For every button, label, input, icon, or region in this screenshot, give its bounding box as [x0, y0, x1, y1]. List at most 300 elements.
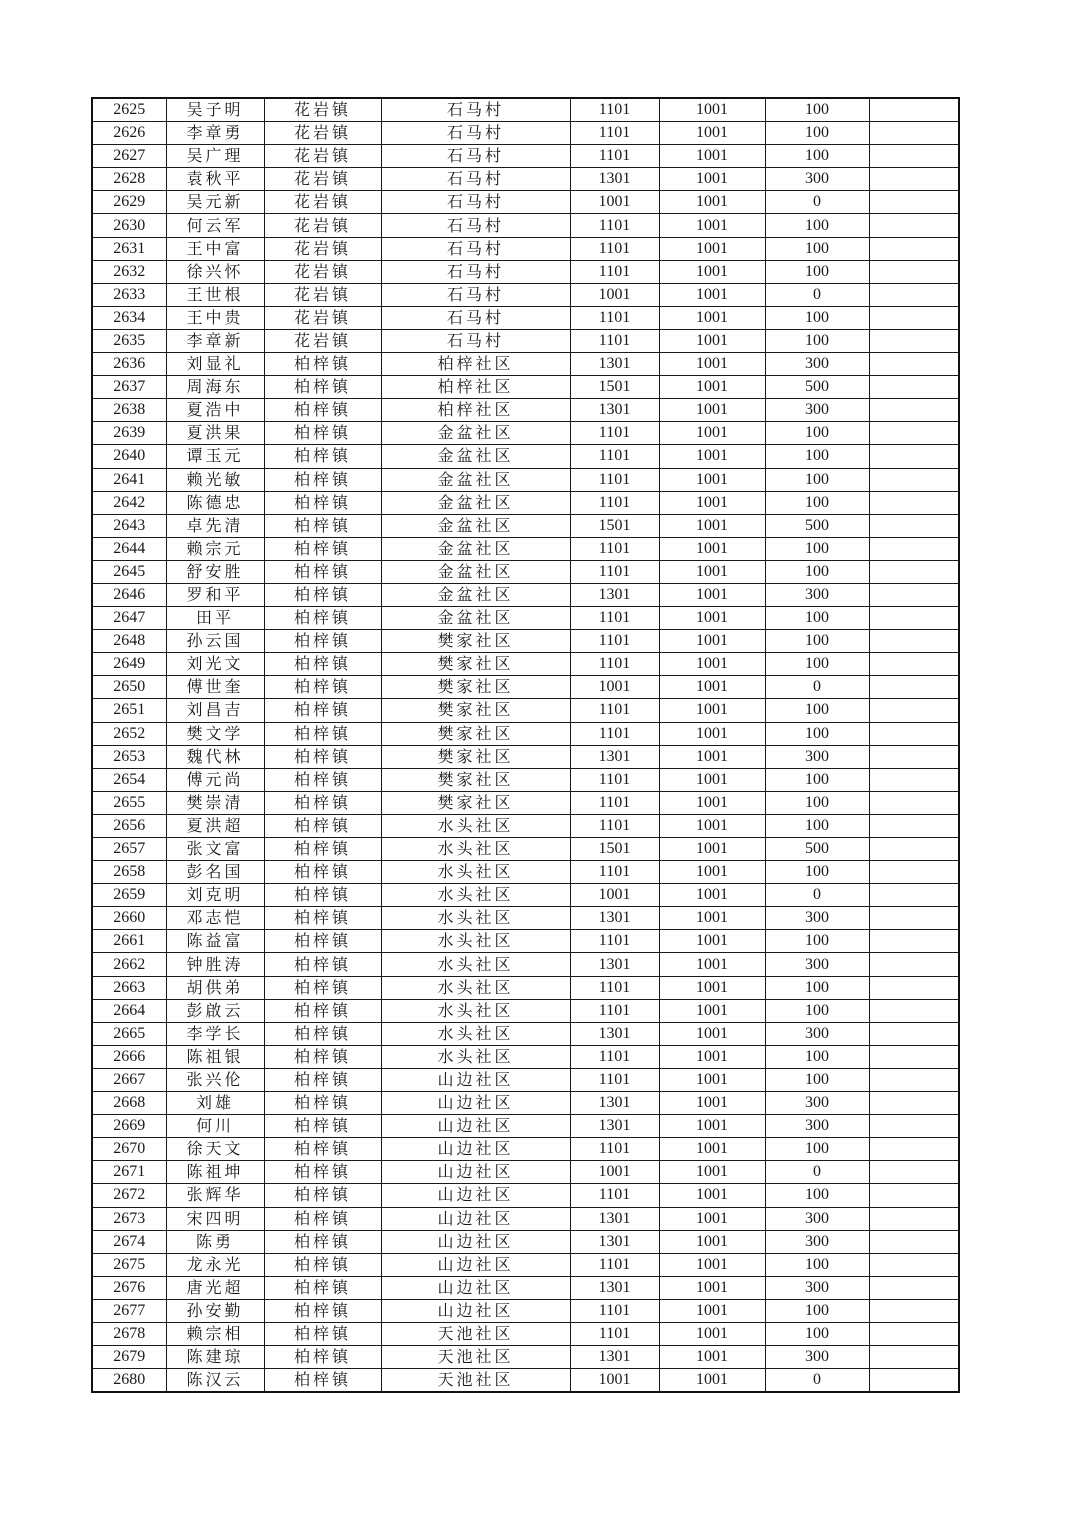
cell-amount: 0	[765, 1369, 869, 1393]
cell-serial-number: 2625	[92, 98, 166, 122]
cell-serial-number: 2652	[92, 722, 166, 745]
cell-amount: 100	[765, 491, 869, 514]
cell-note	[869, 1092, 959, 1115]
table-row	[92, 376, 959, 399]
cell-town: 柏梓镇	[264, 999, 381, 1022]
cell-code-a: 1001	[570, 884, 659, 907]
cell-note	[869, 583, 959, 606]
cell-code-a: 1101	[570, 468, 659, 491]
cell-code-b: 1001	[659, 514, 765, 537]
cell-amount: 500	[765, 838, 869, 861]
cell-person-name: 张兴伦	[166, 1068, 264, 1091]
cell-code-a: 1101	[570, 791, 659, 814]
cell-code-a: 1501	[570, 838, 659, 861]
cell-person-name: 孙安勤	[166, 1299, 264, 1322]
cell-code-a: 1101	[570, 1138, 659, 1161]
cell-serial-number: 2646	[92, 583, 166, 606]
table-row	[92, 1138, 959, 1161]
table-row	[92, 699, 959, 722]
cell-code-b: 1001	[659, 953, 765, 976]
cell-amount: 100	[765, 930, 869, 953]
cell-village: 山边社区	[381, 1138, 570, 1161]
cell-code-b: 1001	[659, 260, 765, 283]
cell-code-a: 1101	[570, 999, 659, 1022]
table-row	[92, 953, 959, 976]
cell-code-a: 1101	[570, 329, 659, 352]
cell-note	[869, 306, 959, 329]
cell-person-name: 钟胜涛	[166, 953, 264, 976]
cell-person-name: 樊文学	[166, 722, 264, 745]
cell-person-name: 舒安胜	[166, 560, 264, 583]
cell-code-b: 1001	[659, 814, 765, 837]
cell-note	[869, 560, 959, 583]
cell-code-a: 1101	[570, 491, 659, 514]
table-row	[92, 1022, 959, 1045]
cell-code-b: 1001	[659, 722, 765, 745]
cell-serial-number: 2636	[92, 353, 166, 376]
cell-code-b: 1001	[659, 1068, 765, 1091]
cell-person-name: 张文富	[166, 838, 264, 861]
cell-serial-number: 2679	[92, 1346, 166, 1369]
cell-note	[869, 1276, 959, 1299]
cell-serial-number: 2663	[92, 976, 166, 999]
cell-serial-number: 2664	[92, 999, 166, 1022]
cell-serial-number: 2650	[92, 676, 166, 699]
cell-amount: 100	[765, 237, 869, 260]
table-row	[92, 1045, 959, 1068]
cell-serial-number: 2631	[92, 237, 166, 260]
cell-serial-number: 2640	[92, 445, 166, 468]
cell-serial-number: 2642	[92, 491, 166, 514]
cell-town: 柏梓镇	[264, 838, 381, 861]
cell-village: 樊家社区	[381, 791, 570, 814]
cell-town: 柏梓镇	[264, 884, 381, 907]
cell-serial-number: 2644	[92, 537, 166, 560]
cell-code-b: 1001	[659, 537, 765, 560]
table-row	[92, 422, 959, 445]
cell-amount: 300	[765, 745, 869, 768]
cell-serial-number: 2675	[92, 1253, 166, 1276]
cell-code-b: 1001	[659, 1022, 765, 1045]
cell-village: 石马村	[381, 214, 570, 237]
cell-person-name: 邓志恺	[166, 907, 264, 930]
cell-note	[869, 1161, 959, 1184]
cell-code-a: 1301	[570, 1230, 659, 1253]
cell-note	[869, 1369, 959, 1393]
cell-code-b: 1001	[659, 1045, 765, 1068]
cell-code-a: 1101	[570, 445, 659, 468]
cell-village: 金盆社区	[381, 422, 570, 445]
table-row	[92, 583, 959, 606]
cell-amount: 100	[765, 1322, 869, 1345]
cell-person-name: 徐兴怀	[166, 260, 264, 283]
cell-note	[869, 930, 959, 953]
cell-town: 柏梓镇	[264, 814, 381, 837]
cell-note	[869, 676, 959, 699]
cell-amount: 300	[765, 907, 869, 930]
cell-village: 水头社区	[381, 930, 570, 953]
cell-village: 水头社区	[381, 999, 570, 1022]
cell-serial-number: 2632	[92, 260, 166, 283]
table-row	[92, 237, 959, 260]
cell-person-name: 赖宗元	[166, 537, 264, 560]
cell-village: 水头社区	[381, 976, 570, 999]
cell-village: 樊家社区	[381, 745, 570, 768]
cell-town: 柏梓镇	[264, 422, 381, 445]
cell-town: 柏梓镇	[264, 1138, 381, 1161]
cell-amount: 300	[765, 583, 869, 606]
cell-amount: 100	[765, 468, 869, 491]
cell-person-name: 刘光文	[166, 653, 264, 676]
cell-note	[869, 653, 959, 676]
cell-code-b: 1001	[659, 491, 765, 514]
cell-village: 金盆社区	[381, 560, 570, 583]
table-row	[92, 1230, 959, 1253]
cell-code-b: 1001	[659, 1207, 765, 1230]
cell-note	[869, 191, 959, 214]
cell-serial-number: 2653	[92, 745, 166, 768]
cell-town: 柏梓镇	[264, 1184, 381, 1207]
cell-note	[869, 907, 959, 930]
table-row	[92, 353, 959, 376]
cell-code-b: 1001	[659, 791, 765, 814]
cell-serial-number: 2672	[92, 1184, 166, 1207]
cell-village: 樊家社区	[381, 699, 570, 722]
cell-town: 柏梓镇	[264, 1115, 381, 1138]
cell-amount: 100	[765, 214, 869, 237]
cell-code-a: 1501	[570, 376, 659, 399]
cell-code-a: 1101	[570, 653, 659, 676]
cell-code-a: 1101	[570, 607, 659, 630]
cell-code-a: 1101	[570, 861, 659, 884]
cell-code-a: 1301	[570, 168, 659, 191]
cell-village: 金盆社区	[381, 583, 570, 606]
cell-code-b: 1001	[659, 861, 765, 884]
cell-code-a: 1301	[570, 953, 659, 976]
cell-town: 柏梓镇	[264, 1161, 381, 1184]
cell-note	[869, 122, 959, 145]
cell-serial-number: 2635	[92, 329, 166, 352]
cell-code-b: 1001	[659, 122, 765, 145]
cell-code-a: 1101	[570, 976, 659, 999]
cell-code-a: 1101	[570, 814, 659, 837]
cell-town: 柏梓镇	[264, 468, 381, 491]
cell-town: 柏梓镇	[264, 930, 381, 953]
cell-town: 花岩镇	[264, 122, 381, 145]
cell-person-name: 李学长	[166, 1022, 264, 1045]
cell-town: 柏梓镇	[264, 953, 381, 976]
cell-person-name: 吴子明	[166, 98, 264, 122]
cell-town: 柏梓镇	[264, 791, 381, 814]
table-row	[92, 260, 959, 283]
cell-code-a: 1001	[570, 283, 659, 306]
cell-amount: 100	[765, 791, 869, 814]
cell-code-b: 1001	[659, 422, 765, 445]
cell-serial-number: 2660	[92, 907, 166, 930]
cell-serial-number: 2670	[92, 1138, 166, 1161]
cell-town: 柏梓镇	[264, 1207, 381, 1230]
cell-note	[869, 976, 959, 999]
cell-person-name: 李章勇	[166, 122, 264, 145]
cell-person-name: 吴元新	[166, 191, 264, 214]
cell-person-name: 宋四明	[166, 1207, 264, 1230]
cell-village: 石马村	[381, 191, 570, 214]
table-row	[92, 838, 959, 861]
cell-code-b: 1001	[659, 907, 765, 930]
cell-amount: 300	[765, 1230, 869, 1253]
cell-code-b: 1001	[659, 930, 765, 953]
cell-note	[869, 1322, 959, 1345]
cell-town: 花岩镇	[264, 98, 381, 122]
cell-serial-number: 2649	[92, 653, 166, 676]
cell-code-b: 1001	[659, 676, 765, 699]
cell-amount: 100	[765, 1299, 869, 1322]
cell-serial-number: 2626	[92, 122, 166, 145]
cell-code-a: 1301	[570, 907, 659, 930]
cell-serial-number: 2637	[92, 376, 166, 399]
cell-code-b: 1001	[659, 1299, 765, 1322]
cell-village: 山边社区	[381, 1253, 570, 1276]
cell-person-name: 夏浩中	[166, 399, 264, 422]
cell-town: 柏梓镇	[264, 353, 381, 376]
cell-amount: 100	[765, 1184, 869, 1207]
cell-village: 金盆社区	[381, 514, 570, 537]
cell-code-a: 1101	[570, 306, 659, 329]
cell-person-name: 彭啟云	[166, 999, 264, 1022]
cell-village: 山边社区	[381, 1230, 570, 1253]
cell-code-a: 1001	[570, 676, 659, 699]
cell-amount: 100	[765, 329, 869, 352]
cell-village: 柏梓社区	[381, 399, 570, 422]
cell-code-a: 1101	[570, 422, 659, 445]
cell-code-b: 1001	[659, 699, 765, 722]
cell-code-a: 1001	[570, 1161, 659, 1184]
cell-person-name: 何川	[166, 1115, 264, 1138]
cell-town: 花岩镇	[264, 260, 381, 283]
cell-person-name: 陈益富	[166, 930, 264, 953]
cell-note	[869, 999, 959, 1022]
cell-amount: 100	[765, 1045, 869, 1068]
cell-code-b: 1001	[659, 1253, 765, 1276]
cell-person-name: 刘显礼	[166, 353, 264, 376]
cell-amount: 100	[765, 699, 869, 722]
cell-code-a: 1001	[570, 1369, 659, 1393]
cell-note	[869, 861, 959, 884]
cell-amount: 100	[765, 722, 869, 745]
cell-code-b: 1001	[659, 168, 765, 191]
cell-person-name: 夏洪超	[166, 814, 264, 837]
cell-serial-number: 2659	[92, 884, 166, 907]
cell-note	[869, 1207, 959, 1230]
cell-town: 柏梓镇	[264, 1068, 381, 1091]
cell-code-b: 1001	[659, 1115, 765, 1138]
cell-town: 柏梓镇	[264, 1322, 381, 1345]
table-row	[92, 745, 959, 768]
cell-code-a: 1101	[570, 630, 659, 653]
cell-note	[869, 422, 959, 445]
table-row	[92, 1161, 959, 1184]
cell-amount: 0	[765, 191, 869, 214]
cell-person-name: 赖宗相	[166, 1322, 264, 1345]
cell-town: 柏梓镇	[264, 445, 381, 468]
cell-amount: 300	[765, 1207, 869, 1230]
cell-town: 柏梓镇	[264, 1299, 381, 1322]
cell-code-a: 1101	[570, 1045, 659, 1068]
cell-note	[869, 1115, 959, 1138]
cell-serial-number: 2656	[92, 814, 166, 837]
cell-amount: 300	[765, 353, 869, 376]
cell-note	[869, 168, 959, 191]
cell-town: 柏梓镇	[264, 376, 381, 399]
cell-person-name: 刘雄	[166, 1092, 264, 1115]
cell-note	[869, 1230, 959, 1253]
cell-serial-number: 2639	[92, 422, 166, 445]
cell-serial-number: 2662	[92, 953, 166, 976]
cell-note	[869, 884, 959, 907]
cell-amount: 100	[765, 560, 869, 583]
cell-town: 花岩镇	[264, 168, 381, 191]
cell-serial-number: 2665	[92, 1022, 166, 1045]
cell-serial-number: 2671	[92, 1161, 166, 1184]
cell-serial-number: 2654	[92, 768, 166, 791]
cell-person-name: 王中贵	[166, 306, 264, 329]
table-row	[92, 514, 959, 537]
cell-serial-number: 2658	[92, 861, 166, 884]
cell-town: 柏梓镇	[264, 1369, 381, 1393]
cell-amount: 100	[765, 145, 869, 168]
cell-code-a: 1301	[570, 1092, 659, 1115]
cell-code-b: 1001	[659, 329, 765, 352]
cell-note	[869, 1138, 959, 1161]
cell-code-a: 1301	[570, 1346, 659, 1369]
table-row	[92, 884, 959, 907]
cell-village: 柏梓社区	[381, 353, 570, 376]
cell-village: 天池社区	[381, 1369, 570, 1393]
cell-village: 石马村	[381, 306, 570, 329]
cell-note	[869, 768, 959, 791]
cell-code-a: 1101	[570, 214, 659, 237]
cell-code-b: 1001	[659, 468, 765, 491]
cell-serial-number: 2633	[92, 283, 166, 306]
cell-village: 山边社区	[381, 1161, 570, 1184]
cell-code-a: 1101	[570, 722, 659, 745]
cell-amount: 100	[765, 768, 869, 791]
cell-person-name: 陈勇	[166, 1230, 264, 1253]
cell-code-b: 1001	[659, 98, 765, 122]
cell-note	[869, 630, 959, 653]
table-row	[92, 1322, 959, 1345]
cell-serial-number: 2648	[92, 630, 166, 653]
cell-person-name: 张辉华	[166, 1184, 264, 1207]
cell-village: 石马村	[381, 237, 570, 260]
cell-village: 樊家社区	[381, 630, 570, 653]
cell-serial-number: 2645	[92, 560, 166, 583]
table-row	[92, 145, 959, 168]
table-row	[92, 653, 959, 676]
cell-serial-number: 2643	[92, 514, 166, 537]
cell-village: 金盆社区	[381, 445, 570, 468]
cell-note	[869, 1184, 959, 1207]
cell-village: 山边社区	[381, 1184, 570, 1207]
cell-serial-number: 2647	[92, 607, 166, 630]
cell-amount: 100	[765, 1068, 869, 1091]
cell-note	[869, 1022, 959, 1045]
cell-code-a: 1101	[570, 260, 659, 283]
cell-village: 石马村	[381, 283, 570, 306]
cell-amount: 0	[765, 884, 869, 907]
cell-serial-number: 2651	[92, 699, 166, 722]
cell-amount: 100	[765, 122, 869, 145]
cell-note	[869, 214, 959, 237]
cell-serial-number: 2680	[92, 1369, 166, 1393]
cell-person-name: 陈德忠	[166, 491, 264, 514]
cell-note	[869, 1253, 959, 1276]
cell-village: 樊家社区	[381, 676, 570, 699]
cell-code-b: 1001	[659, 353, 765, 376]
cell-village: 金盆社区	[381, 491, 570, 514]
cell-note	[869, 283, 959, 306]
table-row	[92, 791, 959, 814]
cell-note	[869, 1068, 959, 1091]
cell-person-name: 何云军	[166, 214, 264, 237]
cell-amount: 300	[765, 1115, 869, 1138]
cell-code-b: 1001	[659, 583, 765, 606]
cell-amount: 300	[765, 399, 869, 422]
cell-town: 柏梓镇	[264, 676, 381, 699]
cell-code-a: 1101	[570, 1299, 659, 1322]
cell-amount: 100	[765, 814, 869, 837]
cell-note	[869, 1346, 959, 1369]
cell-town: 柏梓镇	[264, 1230, 381, 1253]
cell-code-a: 1101	[570, 1184, 659, 1207]
cell-note	[869, 145, 959, 168]
document-page	[91, 97, 958, 1393]
table-row	[92, 491, 959, 514]
cell-village: 水头社区	[381, 953, 570, 976]
cell-village: 樊家社区	[381, 768, 570, 791]
cell-town: 柏梓镇	[264, 907, 381, 930]
cell-town: 柏梓镇	[264, 583, 381, 606]
cell-note	[869, 607, 959, 630]
cell-person-name: 田平	[166, 607, 264, 630]
cell-code-a: 1001	[570, 191, 659, 214]
cell-code-b: 1001	[659, 445, 765, 468]
cell-village: 金盆社区	[381, 537, 570, 560]
cell-person-name: 赖光敏	[166, 468, 264, 491]
cell-code-a: 1301	[570, 1207, 659, 1230]
cell-person-name: 彭名国	[166, 861, 264, 884]
table-row	[92, 306, 959, 329]
cell-town: 柏梓镇	[264, 861, 381, 884]
cell-note	[869, 838, 959, 861]
cell-person-name: 樊崇清	[166, 791, 264, 814]
cell-amount: 0	[765, 283, 869, 306]
cell-note	[869, 537, 959, 560]
table-row	[92, 122, 959, 145]
cell-person-name: 袁秋平	[166, 168, 264, 191]
table-row	[92, 98, 959, 122]
cell-serial-number: 2641	[92, 468, 166, 491]
cell-code-a: 1101	[570, 145, 659, 168]
cell-code-b: 1001	[659, 607, 765, 630]
table-row	[92, 1346, 959, 1369]
cell-village: 樊家社区	[381, 722, 570, 745]
cell-village: 水头社区	[381, 1022, 570, 1045]
cell-person-name: 周海东	[166, 376, 264, 399]
cell-code-b: 1001	[659, 214, 765, 237]
cell-village: 水头社区	[381, 1045, 570, 1068]
table-row	[92, 1369, 959, 1393]
